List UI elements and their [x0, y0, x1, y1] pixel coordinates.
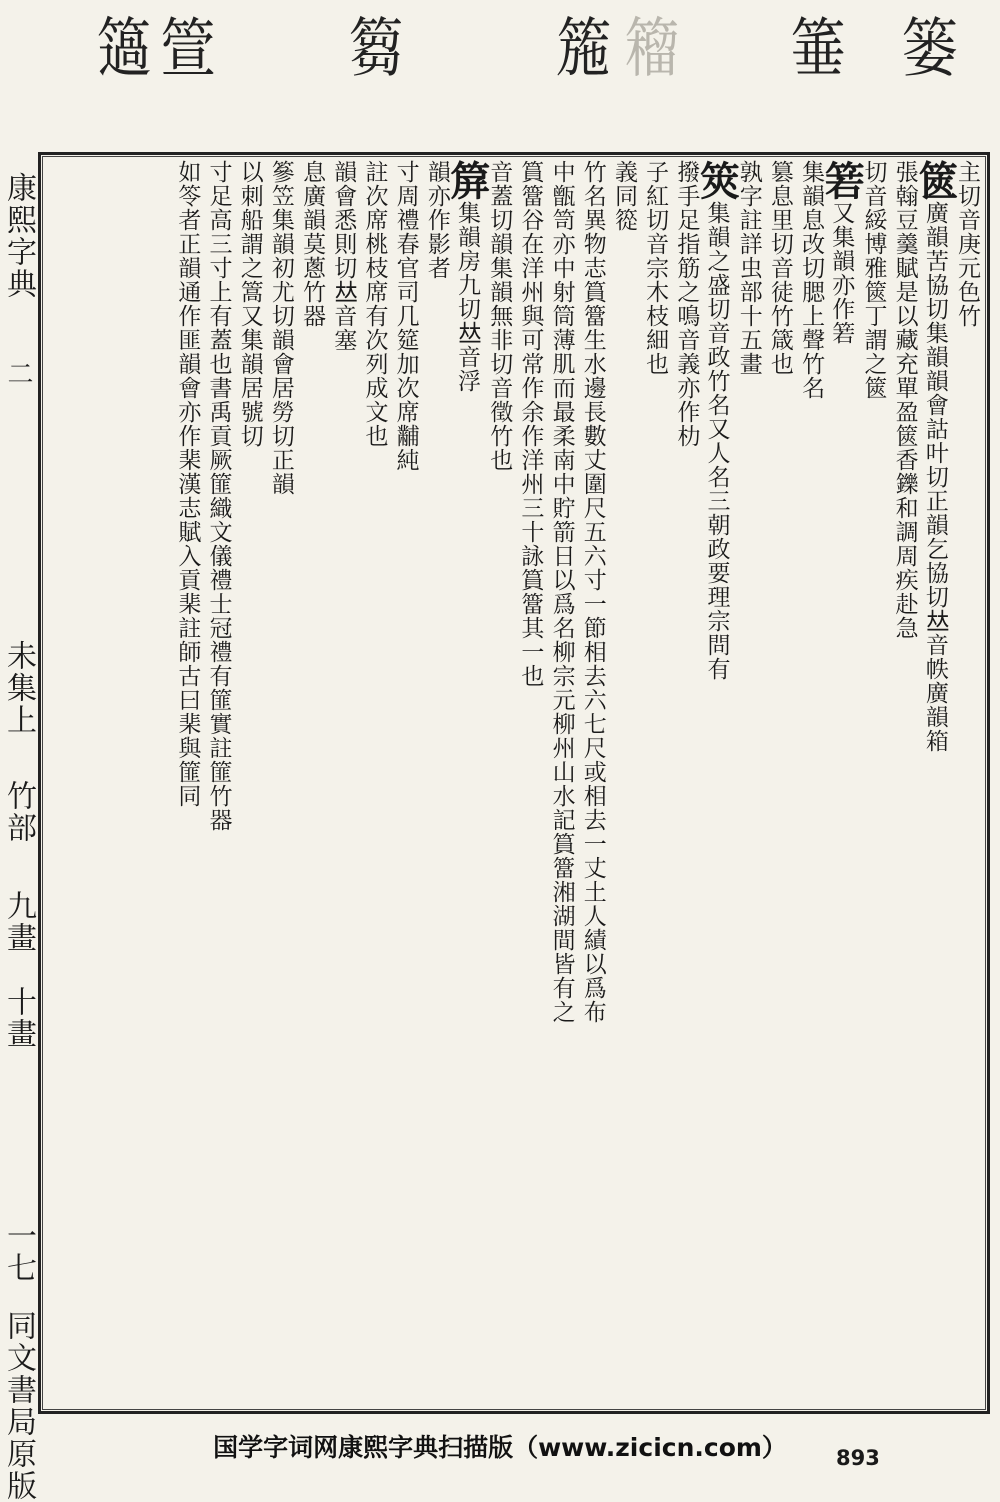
margin-strip	[0, 160, 36, 1502]
entry-text: 以刺船謂之篙又集韻居號切	[236, 160, 263, 448]
text-column	[358, 160, 389, 1408]
seal-char-faint: 籕	[624, 12, 682, 87]
entry-text: 篡息里切音徒竹箴也	[766, 160, 793, 376]
entry-text: 韻亦作影者	[423, 160, 450, 280]
entry-text: 集韻息改切腮上聲竹名	[798, 160, 825, 400]
publisher-label: 同文書局原版	[1, 1310, 36, 1502]
entry-text: 韻會悉則切𠀤音塞	[330, 160, 357, 352]
entry-text: 廣韻苦協切集韻韻會詁叶切正韻乞協切𠀤音帙廣韻箱	[921, 201, 948, 753]
text-column	[693, 160, 741, 1408]
entry-text: 如笭者正韻通作匪韻會亦作棐漢志賦入貢棐註師古曰棐與篚同	[174, 160, 201, 808]
text-column	[951, 160, 982, 1408]
dictionary-title: 康熙字典	[1, 172, 36, 300]
entry-text: 主切音庚元色竹	[954, 160, 980, 328]
seal-char: 箠	[790, 12, 848, 87]
entry-text: 子紅切音宗木枝細也	[642, 160, 669, 376]
text-column	[483, 160, 514, 1408]
entry-text: 孰字註詳虫部十五畫	[735, 160, 762, 376]
text-column	[202, 160, 233, 1408]
text-column	[234, 160, 265, 1408]
collection-section: 未集上	[1, 640, 36, 736]
entry-text: 又集韻亦作箬	[828, 201, 855, 345]
text-column	[818, 160, 866, 1408]
text-column	[421, 160, 452, 1408]
entry-text: 註次席桃枝席有次列成文也	[361, 160, 388, 448]
entry-text: 篸笠集韻初尤切韻會居勞切正韻	[267, 160, 294, 496]
entry-text: 集韻之盛切音政竹名又人名三朝政要理宗問有	[703, 201, 730, 681]
stroke-label: 九畫 十畫	[1, 890, 36, 1050]
footer-caption: 国学字词网康熙字典扫描版（www.zicicn.com）	[213, 1433, 787, 1462]
entry-text: 寸周禮春官司几筵加次席黼純	[392, 160, 419, 472]
text-columns	[46, 160, 982, 1408]
text-column	[514, 160, 545, 1408]
text-column	[171, 160, 202, 1408]
entry-text: 竹名異物志篔簹生水邊長數丈圍尺五六寸一節相去六七尺或相去一丈土人績以爲布	[579, 160, 606, 1024]
text-column	[857, 160, 888, 1408]
seal-char: 箷	[556, 12, 614, 87]
entry-text: 集韻房九切𠀤音浮	[454, 201, 480, 393]
headword: 箳	[444, 160, 491, 201]
entry-text: 撥手足指筋之鳴音義亦作朸	[673, 160, 700, 448]
seal-char: 篓	[902, 12, 960, 87]
seal-char: 篘	[348, 12, 406, 87]
seal-char: 箮	[160, 12, 218, 87]
headword: 筴	[693, 160, 741, 201]
radical-label: 竹部	[1, 780, 36, 844]
text-column	[911, 160, 959, 1408]
text-column	[888, 160, 919, 1408]
page-number: 893	[836, 1446, 880, 1470]
text-column	[733, 160, 764, 1408]
text-column	[670, 160, 701, 1408]
entry-text: 中甑笥亦中射筒薄肌而最柔南中貯箭日以爲名柳宗元柳州山水記篔簹湘湖間皆有之	[548, 160, 575, 1024]
folio-number: 一七	[1, 1220, 36, 1284]
headword: 篋	[911, 160, 959, 201]
seal-char: 簻	[96, 12, 154, 87]
text-column	[296, 160, 327, 1408]
text-column	[795, 160, 826, 1408]
entry-text: 息廣韻莫蔥竹器	[299, 160, 326, 328]
entry-text: 音蓋切韻集韻無非切音徵竹也	[486, 160, 513, 472]
margin-divider: 二	[3, 360, 33, 388]
text-column	[577, 160, 608, 1408]
text-column	[389, 160, 420, 1408]
seal-header	[0, 0, 1000, 120]
entry-text: 篔簹谷在洋州與可常作余作洋州三十詠篔簹其一也	[517, 160, 544, 688]
text-column	[444, 160, 491, 1408]
text-column	[608, 160, 639, 1408]
text-column	[327, 160, 358, 1408]
text-column	[639, 160, 670, 1408]
entry-text: 切音綏博雅篋丁謂之篋	[860, 160, 887, 400]
entry-text: 義同篵	[610, 160, 637, 232]
entry-text: 張翰豆羹賦是以藏充單盈篋香鑠和調周疾赴急	[891, 160, 918, 640]
headword: 箬	[818, 160, 866, 201]
text-column	[545, 160, 576, 1408]
text-column	[265, 160, 296, 1408]
entry-text: 寸足高三寸上有蓋也書禹貢厥篚織文儀禮士冠禮有篚實註篚竹器	[205, 160, 232, 832]
text-column	[764, 160, 795, 1408]
